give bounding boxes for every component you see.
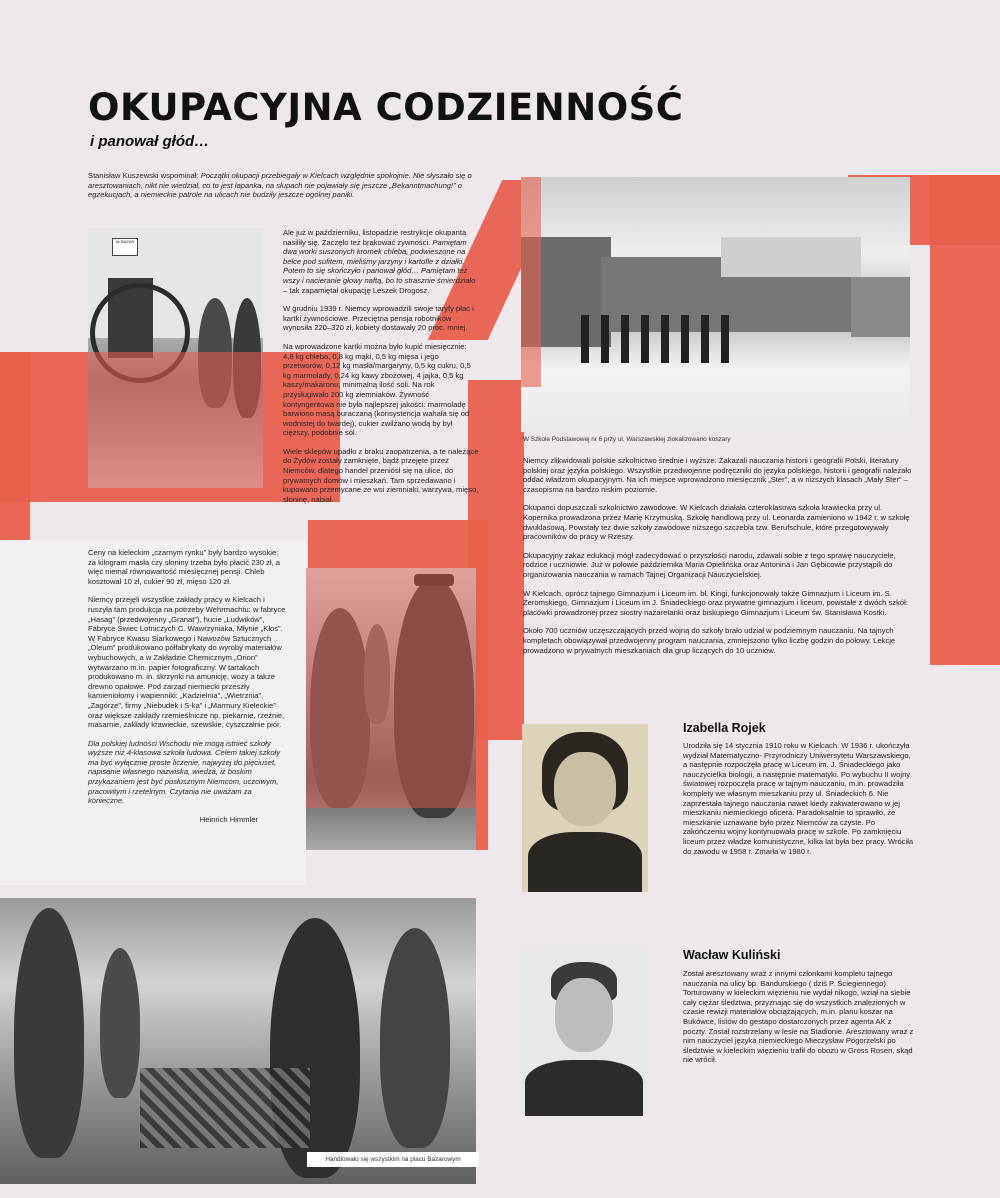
figure-far-right — [380, 928, 450, 1148]
right-column — [523, 456, 915, 664]
red-overlay-barracks — [521, 177, 541, 387]
photo-barracks — [521, 177, 910, 432]
photo-street-women — [88, 228, 263, 488]
right-paragraph-3: Okupacyjny zakaz edukacji mógł zadecydować o przyszłości narodu, zdawali sobie z tego sprawę nauczyciele, rodzice i uczniowie. Już w połowie października Maria Opielińska oraz Antonina i Jan Gębicowie przystąpili do organizowania nauczania w ramach Tajnej Organizacji Nauczycielskiej. — [523, 550, 896, 579]
mid-p1-quote: Pamiętam dwa worki suszonych kromek chleba, podwieszone na belce pod sufitem, mieliśmy jarzyny i kartofle z działki. Potem to się skończyło i panował głód… Pamiętam też wszy i nacieranie głowy naftą, bo to strasznie śmierdziało — [283, 237, 476, 285]
face — [554, 752, 616, 826]
barracks-block — [851, 277, 910, 337]
right-paragraph-1: Niemcy zlikwidowali polskie szkolnictwo średnie i wyższe. Zakazali nauczania historii i geografii Polski, literatury polskiej oraz języka polskiego. Wszystkie przedwojenne podręczniki do języka polskiego, historii i geografii należało oddać władzom okupacyjnym. Na ich miejsce wprowadzono miesięcznik „Ster”, a w niższych klasach „Mały Ster” – czasopisma na bardzo niskim poziomie. — [523, 456, 912, 494]
red-overlay — [88, 352, 263, 488]
red-stripe-left-vertical — [0, 352, 30, 552]
right-paragraph-2: Okupanci dopuszczali szkolnictwo zawodowe. W Kielcach działała czteroklasowa szkoła krawiecka przy ul. Kopernika prowadzona przez Marię Krzymuską. Szkołę handlową przy ul. Leonarda zamieniono w 1942 r. w szkołę dwuklasową. Powstały też dwie szkoły zawodowe niższego szczebla tzw. Berufschule, które przegotowywały pracowników do pracy w Rzeszy. — [523, 503, 910, 542]
mid-paragraph-1 — [283, 228, 479, 295]
himmler-quote: Dla polskiej ludności Wschodu nie mogą istnieć szkoły wyższe niż 4-klasowa szkoła ludowa. Celem takiej szkoły ma być wyłącznie proste liczenie, najwyżej do pięciuset, napisanie własnego nazwiska, wiedza, iż boskim przykazaniem jest być posłusznym Niemcom, uczciwym, pracowitym i rzetelnym. Czytania nie uważam za konieczne. — [88, 738, 281, 806]
shop-sign — [112, 238, 138, 256]
mid-paragraph-4: Wiele sklepów upadło z braku zaopatrzenia, a te należące do Żydów zostały zamknięte, bądź przejęte przez Niemców, dlatego handel przeniósł się na ulice, do prywatnych domów i mieszkań. Tam sprzedawano i kupowano przemycane ze wsi ziemniaki, warzywa, mięso, słoninę, nabiał. — [283, 446, 479, 504]
shop-sign-text: Nr BAZAR — [115, 239, 135, 244]
red-shape-right-vertical — [930, 175, 1000, 665]
soldiers-row — [581, 315, 741, 363]
right-paragraph-4: W Kielcach, oprócz tajnego Gimnazjum i Liceum im. bł. Kingi, funkcjonowały także Gimnazjum i Liceum im. S. Żeromskiego, Gimnazjum i Liceum im J. Śniadeckiego oraz prywatne gimnazjum i liceum, powstałe z dwóch szkół: placówki prowadzonej przez siostry nazaretanki oraz biskupiego Gimnazjum i Liceum św. Stanisława Kostki. — [523, 588, 908, 617]
portrait-waclaw-kulinski — [521, 948, 647, 1116]
portrait-izabella-rojek — [522, 724, 648, 892]
bio-text-izabella: Urodziła się 14 stycznia 1910 roku w Kielcach. W 1936 r. ukończyła wydział Matematyczno- Przyrodniczy Uniwersytetu Warszawskiego, a następnie rozpoczęła pracę w Liceum im. J. Śniadeckiego jako nauczycielka biologii, a następnie matematyki. Po wybuchu II wojny światowej rozpoczęła pracę w tajnym nauczaniu, m.in. prowadziła komplety we własnym mieszkaniu przy ul. Śniadeckich 6. Nie zaprzestała tajnego nauczania nawet kiedy zakwaterowano w jej mieszkaniu niemieckiego oficera. Paradoksalnie to sprawiło, że mieszkanie uznawane było przez Niemców za czyste. Po zakończeniu wojny kontynuowała pracę w szkole. Po zamknięciu liceum przez władze komunistyczne, kilka lat była bez pracy. Wróciła do zawodu w 1958 r. Zmarła w 1980 r. — [683, 741, 914, 856]
caption-market: Handlowało się wszystkim na placu Bazarowym — [307, 1152, 479, 1167]
caption-barracks: W Szkole Podstawowej nr 6 przy ul. Warszawskiej zlokalizowano koszary — [523, 436, 731, 443]
mid-p1-intro: Ale już w październiku, listopadzie restrykcje okupanta nasiliły się. Zaczęło też brakować żywności. — [283, 228, 467, 247]
bio-name-izabella: Izabella Rojek — [683, 721, 766, 735]
intro-quote: Początki okupacji przebiegały w Kielcach względnie spokojnie. Nie słyszało się o aresztowaniach, nikt nie wiedział, co to jest łapanka, na słupach nie pojawiały się jeszcze „Bekanntmachung!” o egzekucjach, a niemieckie patrole na ulicach nie budziły jeszcze ogólnej paniki. — [88, 171, 472, 200]
photo-soldiers-crowd — [306, 568, 476, 850]
face — [555, 978, 613, 1052]
left-paragraph-1: Ceny na kieleckim „czarnym rynku” były bardzo wysokie: za kilogram masła czy słoniny trzeba było płacić 230 zł, a więc niemal równowartość miesięcznej pensji. Chleb kosztował 10 zł, cukier 90 zł, mięso 120 zł. — [88, 548, 281, 586]
bio-text-waclaw: Został aresztowany wraz z innymi członkami kompletu tajnego nauczania na ulicy bp. Bandurskiego ( dziś P. Ściegiennego). Torturowany w kieleckim więzieniu nie wydał nikogo, wziął na siebie cały ciężar śledztwa, przyznając się do wszystkich znalezionych w czasie rewizji materiałów obciążających, m.in. planu koszar na Bukówce, listów do gestapo dostarczonych przez agenta AK z poczty. Został rozstrzelany w lesie na Stadionie. Aresztowany wraz z nim nauczyciel języka niemieckiego Mieczysław Pogorzelski po śledztwie w kieleckim więzieniu trafił do obozu w Gross Rosen, skąd nie wrócił. — [683, 969, 914, 1065]
figure-child — [100, 948, 140, 1098]
middle-column — [283, 228, 479, 513]
himmler-author: Heinrich Himmler — [199, 814, 258, 824]
page-title: OKUPACYJNA CODZIENNOŚĆ — [88, 86, 684, 129]
bio-name-waclaw: Wacław Kuliński — [683, 948, 781, 962]
mid-p1-author: – tak zapamiętał okupację Leszek Drogosz. — [283, 285, 430, 295]
intro-author: Stanisław Kuszewski wspominał: — [88, 171, 201, 180]
figure-left — [14, 908, 84, 1158]
photo-market-bazaar — [0, 898, 476, 1184]
jacket — [525, 1060, 643, 1116]
left-paragraph-2: Niemcy przejęli wszystkie zakłady pracy w Kielcach i ruszyła tam produkcja na potrzeby Wehrmachtu: w fabryce „Hasag” (przedwojenny „Granat”), hucie „Ludwików”, Fabryce Świec Lotniczych C. Wawrzyniaka, Młynie „Kłos”. W Fabryce Kwasu Siarkowego i Nawozów Sztucznych „Oleum” produkowano półfabrykaty do wyroby materiałów wybuchowych, a w Zakładzie Chemicznym „Orion” wytwarzano m.in. papier fotograficzny. W tartakach produkowano m. in. skrzynki na amunicję, wozy a także drewno opałowe. Pod zarząd niemiecki przeszły kamieniołomy i wapienniki: „Kadzielnia”, „Wietrznia”, „Zagórze”, firmy „Niebudek i S-ka” i „Marmury Kieleckie” oraz większe zakłady rzemieślnicze np. piekarnie, rzeźnie, masarnie, zakłady krawieckie, szewskie, cyszczalnie piór. — [88, 595, 286, 730]
goods-on-ground — [140, 1068, 310, 1148]
mid-paragraph-3: Na wprowadzone kartki można było kupić miesięcznie: 4,8 kg chleba, 0,8 kg mąki, 0,5 kg mięsa i jego przetworów, 0,12 kg masła/margaryny, 0,5 kg cukru, 0,5 kg marmolady, 0,24 kg kawy zbożowej, 4 jajka, 0,5 kg kaszy/makaronu, minimalną ilość soli. Na rok przysługiwało 200 kg ziemniaków. Żywność kontyngentowa nie była najlepszej jakości: marmoladę barwiono masą buraczaną (konsystencja wahała się od wodnistej do twardej), cukier zwilżano wodą by był cięższy, podobnie sól. — [283, 341, 471, 438]
left-column — [88, 548, 288, 833]
page-subtitle: i panował głód… — [90, 133, 210, 150]
mid-paragraph-2: W grudniu 1939 r. Niemcy wprowadzili swoje taryfy płac i kartki żywnościowe. Przeciętna pensja robotników wynosiła 220–320 zł, kobiety dostawały 20 proc. mniej. — [283, 304, 474, 333]
intro-paragraph — [88, 171, 476, 200]
dress — [528, 832, 642, 892]
right-paragraph-5: Około 700 uczniów uczęszczających przed wojną do szkoły brało udział w podziemnym nauczaniu. Na tajnych kompletach obowiązywał przedwojenny program nauczania, zmniejszono tylko liczbę godzin do połowy. Lekcje prowadzono w prywatnych mieszkaniach dla grup liczących do 10 uczniów. — [523, 626, 896, 655]
red-overlay-soldiers — [306, 568, 476, 808]
barracks-building-right — [721, 237, 861, 277]
